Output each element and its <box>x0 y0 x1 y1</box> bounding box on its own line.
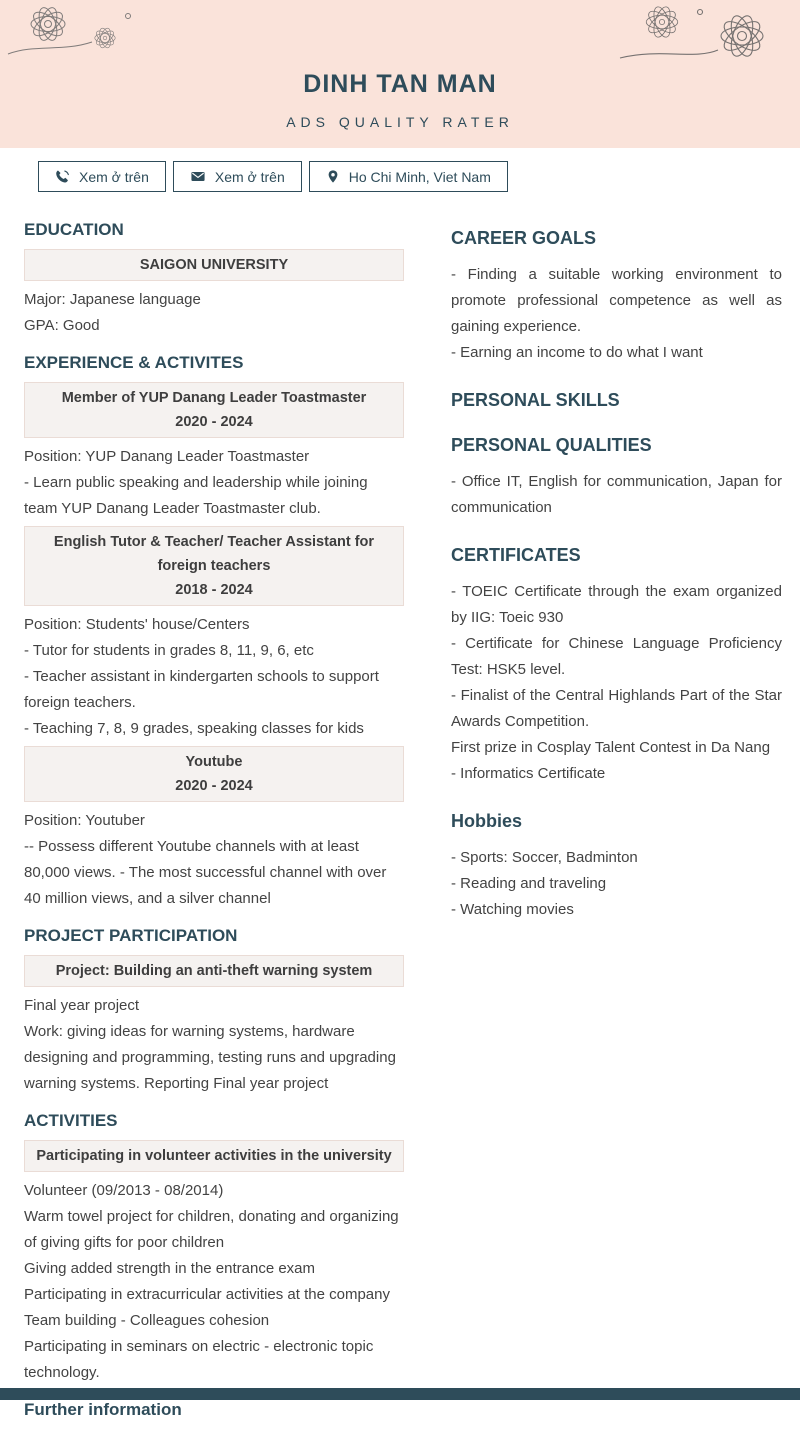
career-goals-line: - Finding a suitable working environment to promote professional competence as well as gaining experience. <box>451 266 782 335</box>
activities-line: Team building - Colleagues cohesion <box>24 1312 270 1329</box>
entry-date: 2018 - 2024 <box>175 582 253 598</box>
experience-line: - Learn public speaking and leadership while joining team YUP Danang Leader Toastmaster club. <box>24 474 368 517</box>
project-line: Final year project <box>24 997 140 1014</box>
experience-entry-box <box>24 526 404 606</box>
experience-entry-box <box>24 382 404 438</box>
experience-line: - Tutor for students in grades 8, 11, 9, 6, etc <box>24 642 314 659</box>
location-chip[interactable] <box>309 161 508 192</box>
entry-title: English Tutor & Teacher/ Teacher Assistant for foreign teachers <box>53 534 375 574</box>
project-line: Work: giving ideas for warning systems, hardware designing and programming, testing runs and upgrading warning systems. Reporting Final year project <box>24 1023 396 1092</box>
hobby-line: - Reading and traveling <box>451 875 607 892</box>
experience-line: - Teaching 7, 8, 9 grades, speaking classes for kids <box>24 720 364 737</box>
right-column <box>451 218 782 923</box>
experience-line: Position: YUP Danang Leader Toastmaster <box>24 448 310 465</box>
left-column <box>24 218 404 1429</box>
activities-heading: ACTIVITIES <box>24 1111 118 1130</box>
contact-row <box>0 148 800 192</box>
further-information-heading: Further information <box>24 1400 182 1419</box>
personal-qualities-heading: PERSONAL QUALITIES <box>451 435 652 455</box>
project-heading: PROJECT PARTICIPATION <box>24 926 238 945</box>
activities-line: Volunteer (09/2013 - 08/2014) <box>24 1182 224 1199</box>
map-marker-icon <box>326 169 340 184</box>
entry-title: Participating in volunteer activities in the university <box>36 1148 392 1164</box>
entry-date: 2020 - 2024 <box>175 778 253 794</box>
hobbies-heading: Hobbies <box>451 811 523 831</box>
education-heading: EDUCATION <box>24 220 124 239</box>
school-name: SAIGON UNIVERSITY <box>139 257 289 273</box>
certificate-line: - Finalist of the Central Highlands Part of the Star Awards Competition. <box>451 687 782 730</box>
phone-icon <box>55 169 70 184</box>
candidate-title: ADS QUALITY RATER <box>286 114 514 130</box>
experience-line: - Teacher assistant in kindergarten schools to support foreign teachers. <box>24 668 379 711</box>
experience-line: Position: Students' house/Centers <box>24 616 250 633</box>
certificates-heading: CERTIFICATES <box>451 545 581 565</box>
experience-heading: EXPERIENCE & ACTIVITES <box>24 353 244 372</box>
main-content <box>0 192 800 1429</box>
career-goals-heading: CAREER GOALS <box>451 228 597 248</box>
experience-line: Position: Youtuber <box>24 812 145 829</box>
flower-illustration-left <box>0 0 150 62</box>
project-entry-box <box>24 955 404 987</box>
certificate-line: First prize in Cosplay Talent Contest in Da Nang <box>451 739 771 756</box>
personal-qualities-line: - Office IT, English for communication, Japan for communication <box>451 473 782 516</box>
experience-entry-box <box>24 746 404 802</box>
entry-title: Project: Building an anti-theft warning system <box>55 963 373 979</box>
activities-line: Participating in extracurricular activities at the company <box>24 1286 390 1303</box>
education-entry-box <box>24 249 404 281</box>
experience-line: -- Possess different Youtube channels with at least 80,000 views. - The most successful channel with over 40 million views, and a silver channel <box>24 838 387 907</box>
hobby-line: - Sports: Soccer, Badminton <box>451 849 638 866</box>
education-line: GPA: Good <box>24 317 100 334</box>
activities-line: Participating in seminars on electric - electronic topic technology. <box>24 1338 374 1381</box>
candidate-name: DINH TAN MAN <box>303 70 497 98</box>
location-label: Ho Chi Minh, Viet Nam <box>348 168 491 185</box>
career-goals-line: - Earning an income to do what I want <box>451 344 703 361</box>
certificate-line: - Certificate for Chinese Language Proficiency Test: HSK5 level. <box>451 635 782 678</box>
hobby-line: - Watching movies <box>451 901 574 918</box>
personal-skills-heading: PERSONAL SKILLS <box>451 390 620 410</box>
entry-title: Youtube <box>185 754 243 770</box>
phone-label: Xem ở trên <box>79 168 149 185</box>
certificate-line: - TOEIC Certificate through the exam organized by IIG: Toeic 930 <box>451 583 782 626</box>
entry-date: 2020 - 2024 <box>175 414 253 430</box>
phone-chip[interactable] <box>38 161 166 192</box>
envelope-icon <box>190 169 206 184</box>
activities-line: Giving added strength in the entrance exam <box>24 1260 316 1277</box>
activities-line: Warm towel project for children, donating and organizing of giving gifts for poor children <box>24 1208 399 1251</box>
header <box>0 0 800 148</box>
certificate-line: - Informatics Certificate <box>451 765 606 782</box>
email-label: Xem ở trên <box>214 168 285 185</box>
activities-entry-box <box>24 1140 404 1172</box>
email-chip[interactable] <box>173 161 302 192</box>
flower-illustration-right <box>600 0 800 72</box>
footer-bar <box>0 1388 800 1400</box>
education-line: Major: Japanese language <box>24 291 201 308</box>
entry-title: Member of YUP Danang Leader Toastmaster <box>61 390 367 406</box>
